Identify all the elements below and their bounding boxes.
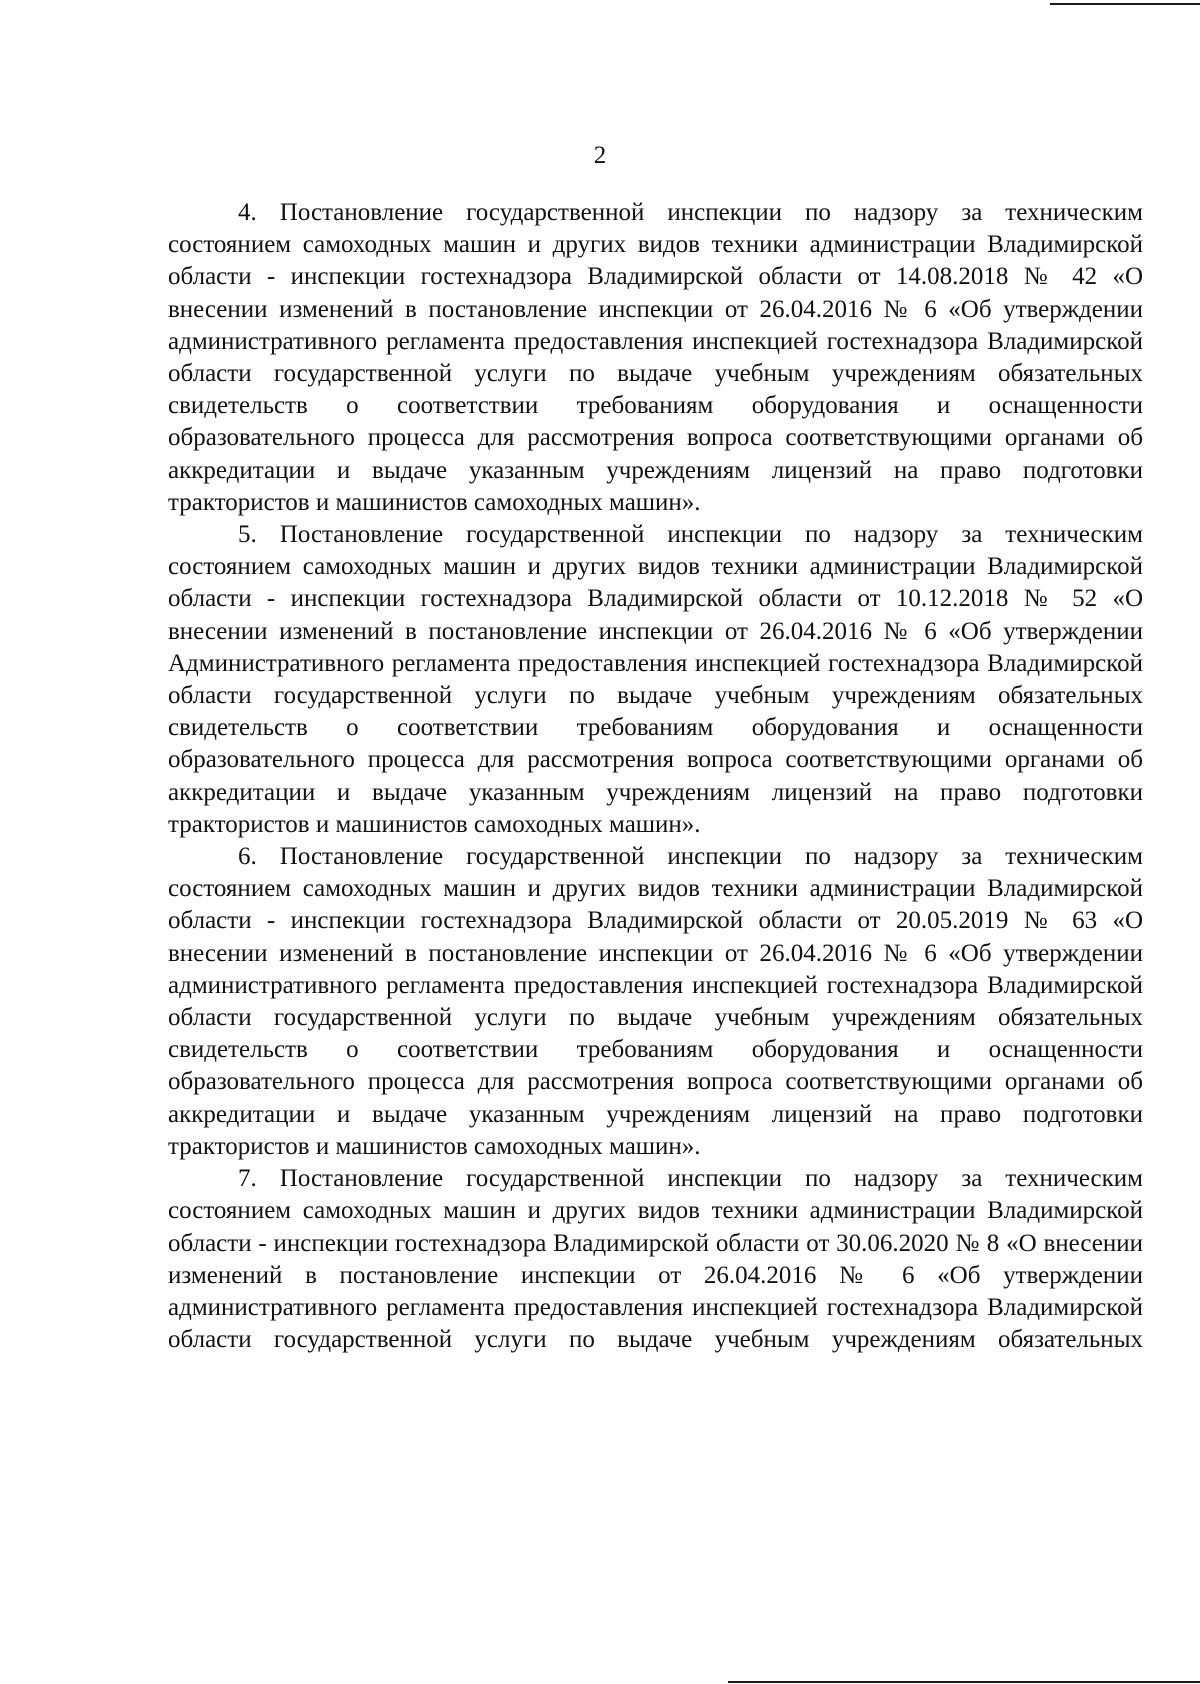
document-body [168, 197, 1143, 1356]
paragraph-7: 7. Постановление государственной инспекции по надзору за техническим состоянием самоходных машин и других видов техники администрации Владимирской области - инспекции гостехнадзора Владимирской области от 30.06.2020 № 8 «О внесении изменений в постановление инспекции от 26.04.2016 № 6 «Об утверждении административного регламента предоставления инспекцией гостехнадзора Владимирской области государственной услуги по выдаче учебным учреждениям обязательных [168, 1165, 1143, 1354]
paragraph-4: 4. Постановление государственной инспекции по надзору за техническим состоянием самоходных машин и других видов техники администрации Владимирской области - инспекции гостехнадзора Владимирской области от 14.08.2018 № 42 «О внесении изменений в постановление инспекции от 26.04.2016 № 6 «Об утверждении административного регламента предоставления инспекцией гостехнадзора Владимирской области государственной услуги по выдаче учебным учреждениям обязательных свидетельств о соответствии требованиям оборудования и оснащенности образовательного процесса для рассмотрения вопроса соответствующими органами об аккредитации и выдаче указанным учреждениям лицензий на право подготовки трактористов и машинистов самоходных машин». [168, 199, 1143, 516]
paragraph-5: 5. Постановление государственной инспекции по надзору за техническим состоянием самоходных машин и других видов техники администрации Владимирской области - инспекции гостехнадзора Владимирской области от 10.12.2018 № 52 «О внесении изменений в постановление инспекции от 26.04.2016 № 6 «Об утверждении Административного регламента предоставления инспекцией гостехнадзора Владимирской области государственной услуги по выдаче учебным учреждениям обязательных свидетельств о соответствии требованиям оборудования и оснащенности образовательного процесса для рассмотрения вопроса соответствующими органами об аккредитации и выдаче указанным учреждениям лицензий на право подготовки трактористов и машинистов самоходных машин». [168, 521, 1143, 838]
page-number: 2 [593, 142, 607, 169]
scan-edge-bottom-line [728, 1681, 1200, 1683]
scan-edge-top-line [1050, 3, 1200, 5]
paragraph-6: 6. Постановление государственной инспекции по надзору за техническим состоянием самоходных машин и других видов техники администрации Владимирской области - инспекции гостехнадзора Владимирской области от 20.05.2019 № 63 «О внесении изменений в постановление инспекции от 26.04.2016 № 6 «Об утверждении административного регламента предоставления инспекцией гостехнадзора Владимирской области государственной услуги по выдаче учебным учреждениям обязательных свидетельств о соответствии требованиям оборудования и оснащенности образовательного процесса для рассмотрения вопроса соответствующими органами об аккредитации и выдаче указанным учреждениям лицензий на право подготовки трактористов и машинистов самоходных машин». [168, 843, 1143, 1160]
